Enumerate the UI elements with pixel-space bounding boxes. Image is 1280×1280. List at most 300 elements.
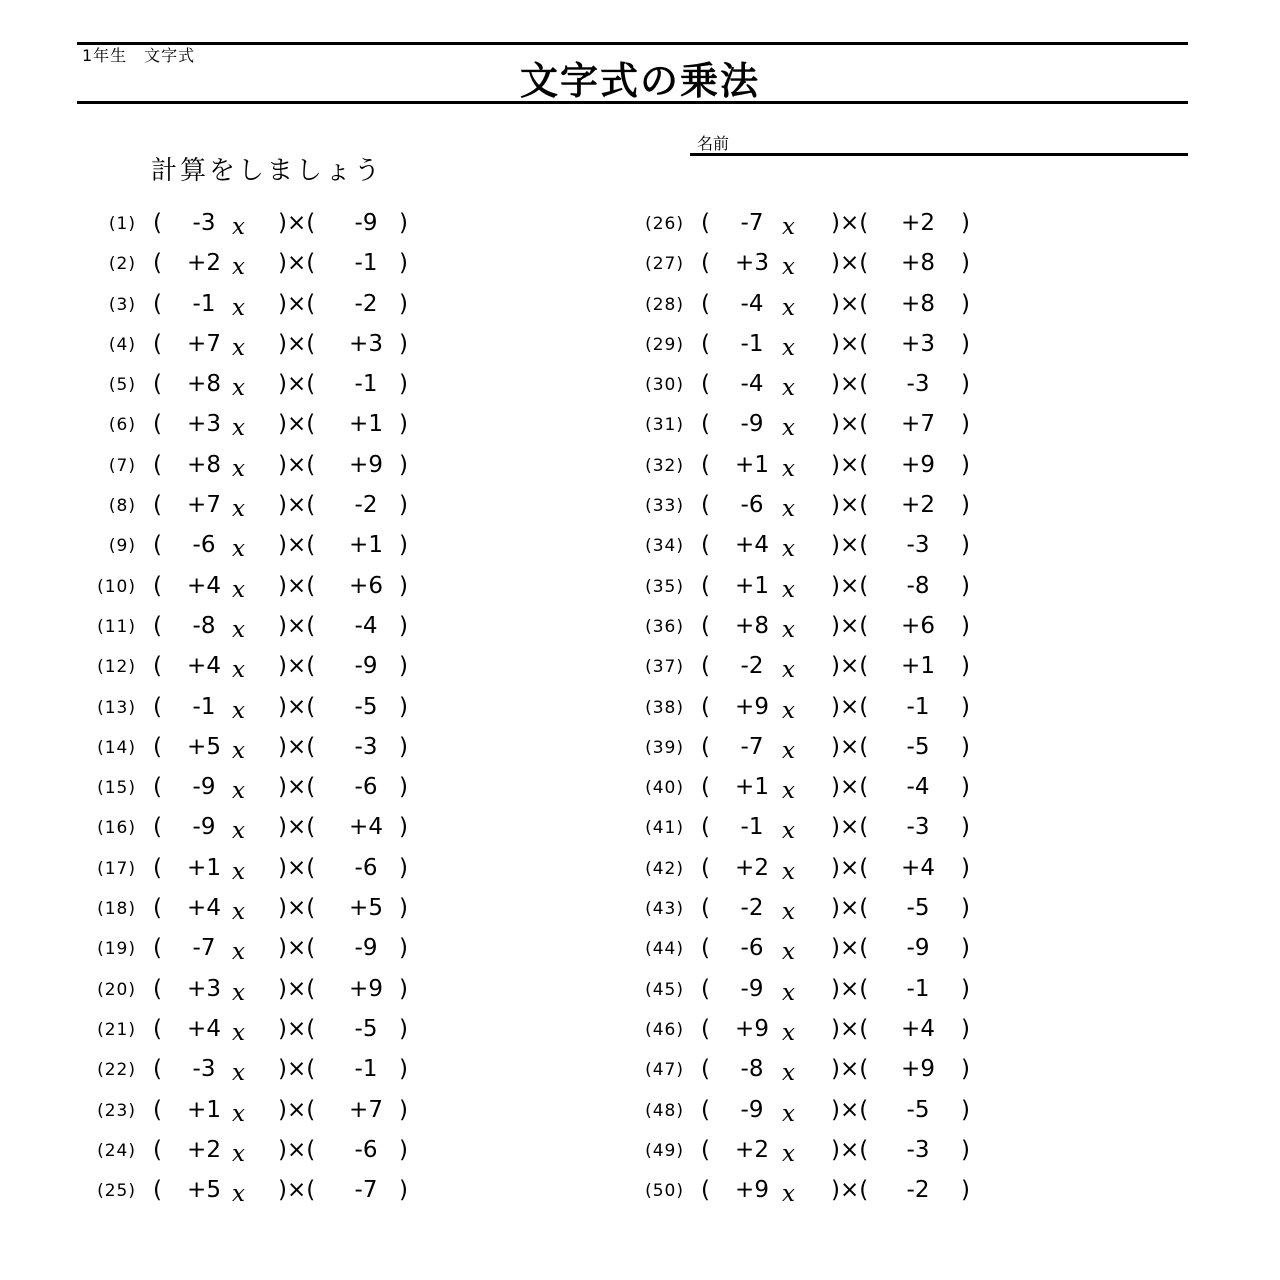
variable-x: x	[232, 1100, 245, 1127]
times-operator: )×(	[278, 1015, 316, 1042]
factor: +3	[349, 330, 383, 357]
open-paren: (	[153, 411, 162, 438]
problem-number: (5)	[108, 375, 136, 396]
open-paren: (	[153, 1096, 162, 1123]
times-operator: )×(	[278, 612, 316, 639]
factor: +6	[349, 572, 383, 599]
close-paren: )	[399, 895, 408, 922]
close-paren: )	[399, 210, 408, 236]
coefficient: +7	[187, 330, 221, 357]
factor: -6	[354, 854, 378, 881]
factor: -3	[906, 814, 930, 841]
close-paren: )	[961, 693, 970, 720]
problem-number: (22)	[97, 1060, 136, 1081]
open-paren: (	[153, 250, 162, 277]
close-paren: )	[961, 733, 970, 760]
coefficient: -2	[740, 895, 764, 922]
times-operator: )×(	[278, 451, 316, 478]
open-paren: (	[701, 895, 710, 922]
variable-x: x	[232, 576, 245, 603]
coefficient: +8	[187, 451, 221, 478]
problem-number: (19)	[97, 939, 136, 960]
variable-x: x	[782, 415, 795, 442]
open-paren: (	[153, 451, 162, 478]
times-operator: )×(	[278, 1136, 316, 1163]
close-paren: )	[399, 1096, 408, 1123]
problem-row	[548, 329, 1028, 369]
variable-x: x	[232, 939, 245, 966]
problem-column-left	[0, 208, 480, 1215]
times-operator: )×(	[278, 854, 316, 881]
problem-number: (44)	[645, 939, 684, 960]
times-operator: )×(	[278, 210, 316, 236]
times-operator: )×(	[831, 250, 869, 277]
problem-number: (39)	[645, 737, 684, 758]
close-paren: )	[961, 653, 970, 680]
variable-x: x	[232, 334, 245, 361]
close-paren: )	[399, 371, 408, 398]
close-paren: )	[961, 572, 970, 599]
problem-row	[548, 772, 1028, 812]
close-paren: )	[399, 653, 408, 680]
close-paren: )	[399, 1015, 408, 1042]
problem-number: (47)	[645, 1060, 684, 1081]
variable-x: x	[232, 496, 245, 523]
close-paren: )	[399, 612, 408, 639]
times-operator: )×(	[278, 814, 316, 841]
factor: +8	[901, 290, 935, 317]
coefficient: +2	[187, 1136, 221, 1163]
close-paren: )	[961, 210, 970, 236]
factor: -9	[354, 653, 378, 680]
variable-x: x	[782, 737, 795, 764]
open-paren: (	[153, 693, 162, 720]
variable-x: x	[782, 214, 795, 240]
coefficient: -9	[740, 1096, 764, 1123]
problem-row	[0, 772, 480, 812]
close-paren: )	[399, 975, 408, 1002]
times-operator: )×(	[831, 774, 869, 801]
problem-number: (36)	[645, 616, 684, 637]
title-rule	[77, 101, 1188, 104]
coefficient: +8	[187, 371, 221, 398]
times-operator: )×(	[278, 1177, 316, 1204]
factor: -1	[354, 371, 378, 398]
variable-x: x	[782, 778, 795, 805]
factor: -9	[906, 935, 930, 962]
factor: -6	[354, 774, 378, 801]
variable-x: x	[232, 778, 245, 805]
close-paren: )	[961, 451, 970, 478]
factor: +4	[349, 814, 383, 841]
coefficient: +2	[187, 250, 221, 277]
problem-number: (17)	[97, 858, 136, 879]
open-paren: (	[701, 210, 710, 236]
variable-x: x	[232, 415, 245, 442]
coefficient: +4	[735, 532, 769, 559]
problem-number: (49)	[645, 1140, 684, 1161]
times-operator: )×(	[831, 1015, 869, 1042]
variable-x: x	[232, 1060, 245, 1087]
coefficient: -3	[192, 1056, 216, 1083]
problem-number: (29)	[645, 334, 684, 355]
open-paren: (	[701, 693, 710, 720]
problem-row	[548, 369, 1028, 409]
open-paren: (	[701, 612, 710, 639]
variable-x: x	[232, 697, 245, 724]
factor: +2	[901, 210, 935, 236]
factor: +5	[349, 895, 383, 922]
coefficient: +4	[187, 653, 221, 680]
coefficient: +3	[187, 411, 221, 438]
factor: -4	[354, 612, 378, 639]
problem-row	[0, 812, 480, 852]
close-paren: )	[961, 612, 970, 639]
variable-x: x	[232, 536, 245, 563]
problem-row	[548, 409, 1028, 449]
factor: -5	[354, 693, 378, 720]
variable-x: x	[782, 576, 795, 603]
coefficient: +9	[735, 1015, 769, 1042]
coefficient: -6	[740, 935, 764, 962]
factor: +1	[349, 532, 383, 559]
close-paren: )	[961, 935, 970, 962]
problem-number: (7)	[108, 455, 136, 476]
problem-row	[0, 974, 480, 1014]
factor: +1	[349, 411, 383, 438]
open-paren: (	[153, 1015, 162, 1042]
factor: -1	[354, 250, 378, 277]
times-operator: )×(	[831, 290, 869, 317]
factor: +8	[901, 250, 935, 277]
coefficient: -1	[192, 290, 216, 317]
factor: +2	[901, 492, 935, 519]
problem-number: (24)	[97, 1140, 136, 1161]
problem-number: (1)	[108, 214, 136, 234]
open-paren: (	[153, 1136, 162, 1163]
variable-x: x	[232, 254, 245, 281]
problem-row	[0, 409, 480, 449]
factor: -1	[906, 975, 930, 1002]
coefficient: +2	[735, 854, 769, 881]
variable-x: x	[782, 254, 795, 281]
problem-row	[548, 974, 1028, 1014]
variable-x: x	[782, 1100, 795, 1127]
problem-row	[0, 1135, 480, 1175]
close-paren: )	[961, 814, 970, 841]
open-paren: (	[701, 290, 710, 317]
open-paren: (	[701, 572, 710, 599]
open-paren: (	[701, 975, 710, 1002]
coefficient: -4	[740, 371, 764, 398]
factor: -5	[906, 733, 930, 760]
open-paren: (	[153, 210, 162, 236]
problem-row	[548, 933, 1028, 973]
coefficient: +4	[187, 895, 221, 922]
problem-row	[0, 248, 480, 288]
variable-x: x	[782, 1060, 795, 1087]
open-paren: (	[153, 733, 162, 760]
problem-row	[548, 812, 1028, 852]
problem-row	[0, 651, 480, 691]
close-paren: )	[399, 733, 408, 760]
times-operator: )×(	[278, 250, 316, 277]
times-operator: )×(	[831, 1056, 869, 1083]
open-paren: (	[153, 371, 162, 398]
coefficient: +3	[187, 975, 221, 1002]
times-operator: )×(	[278, 411, 316, 438]
problem-row	[548, 1054, 1028, 1094]
problem-row	[548, 611, 1028, 651]
coefficient: +1	[735, 572, 769, 599]
times-operator: )×(	[831, 371, 869, 398]
open-paren: (	[701, 653, 710, 680]
problem-row	[548, 208, 1028, 248]
problem-number: (20)	[97, 979, 136, 1000]
problem-row	[548, 1135, 1028, 1175]
problem-row	[0, 732, 480, 772]
name-label: 名前	[697, 134, 730, 153]
times-operator: )×(	[831, 572, 869, 599]
problem-number: (15)	[97, 778, 136, 799]
factor: +9	[349, 975, 383, 1002]
coefficient: -8	[192, 612, 216, 639]
problem-row	[0, 893, 480, 933]
close-paren: )	[961, 492, 970, 519]
close-paren: )	[961, 290, 970, 317]
coefficient: -9	[192, 774, 216, 801]
problem-row	[548, 530, 1028, 570]
times-operator: )×(	[831, 492, 869, 519]
coefficient: -1	[192, 693, 216, 720]
variable-x: x	[782, 1140, 795, 1167]
problem-number: (50)	[645, 1181, 684, 1202]
times-operator: )×(	[278, 733, 316, 760]
problem-number: (30)	[645, 375, 684, 396]
close-paren: )	[961, 774, 970, 801]
problem-column-right	[548, 208, 1028, 1215]
problem-row	[548, 571, 1028, 611]
problem-number: (2)	[108, 254, 136, 275]
factor: -9	[354, 210, 378, 236]
times-operator: )×(	[831, 210, 869, 236]
variable-x: x	[232, 1019, 245, 1046]
coefficient: +3	[735, 250, 769, 277]
variable-x: x	[782, 899, 795, 926]
times-operator: )×(	[278, 653, 316, 680]
open-paren: (	[701, 774, 710, 801]
coefficient: +4	[187, 1015, 221, 1042]
factor: +7	[349, 1096, 383, 1123]
open-paren: (	[701, 814, 710, 841]
times-operator: )×(	[278, 330, 316, 357]
times-operator: )×(	[831, 854, 869, 881]
close-paren: )	[399, 814, 408, 841]
variable-x: x	[782, 858, 795, 885]
open-paren: (	[701, 1177, 710, 1204]
factor: -9	[354, 935, 378, 962]
variable-x: x	[782, 334, 795, 361]
open-paren: (	[701, 1056, 710, 1083]
coefficient: +1	[187, 1096, 221, 1123]
times-operator: )×(	[831, 532, 869, 559]
open-paren: (	[701, 371, 710, 398]
factor: +6	[901, 612, 935, 639]
coefficient: +7	[187, 492, 221, 519]
open-paren: (	[701, 250, 710, 277]
problem-row	[0, 853, 480, 893]
factor: +3	[901, 330, 935, 357]
problem-row	[0, 329, 480, 369]
coefficient: -7	[740, 210, 764, 236]
close-paren: )	[399, 1056, 408, 1083]
factor: -4	[906, 774, 930, 801]
close-paren: )	[961, 330, 970, 357]
problem-number: (25)	[97, 1181, 136, 1202]
problem-number: (45)	[645, 979, 684, 1000]
open-paren: (	[153, 854, 162, 881]
problem-number: (11)	[97, 616, 136, 637]
problem-row	[0, 450, 480, 490]
coefficient: -4	[740, 290, 764, 317]
times-operator: )×(	[831, 693, 869, 720]
open-paren: (	[153, 1056, 162, 1083]
problem-number: (26)	[645, 214, 684, 234]
close-paren: )	[961, 975, 970, 1002]
close-paren: )	[961, 411, 970, 438]
variable-x: x	[232, 899, 245, 926]
times-operator: )×(	[278, 935, 316, 962]
variable-x: x	[782, 657, 795, 684]
close-paren: )	[399, 1177, 408, 1204]
problem-row	[0, 289, 480, 329]
close-paren: )	[961, 371, 970, 398]
close-paren: )	[399, 532, 408, 559]
coefficient: +9	[735, 693, 769, 720]
problem-row	[0, 490, 480, 530]
close-paren: )	[961, 1177, 970, 1204]
problem-row	[548, 732, 1028, 772]
times-operator: )×(	[278, 572, 316, 599]
close-paren: )	[961, 532, 970, 559]
variable-x: x	[232, 616, 245, 643]
open-paren: (	[153, 814, 162, 841]
variable-x: x	[232, 455, 245, 482]
coefficient: -1	[740, 330, 764, 357]
problem-number: (14)	[97, 737, 136, 758]
factor: +9	[901, 451, 935, 478]
problem-number: (32)	[645, 455, 684, 476]
close-paren: )	[399, 492, 408, 519]
factor: +4	[901, 1015, 935, 1042]
problem-number: (21)	[97, 1019, 136, 1040]
problem-number: (41)	[645, 818, 684, 839]
close-paren: )	[961, 250, 970, 277]
close-paren: )	[961, 1096, 970, 1123]
close-paren: )	[399, 854, 408, 881]
times-operator: )×(	[831, 330, 869, 357]
problem-number: (27)	[645, 254, 684, 275]
problem-number: (13)	[97, 697, 136, 718]
top-rule	[77, 42, 1188, 45]
variable-x: x	[232, 214, 245, 240]
times-operator: )×(	[278, 532, 316, 559]
coefficient: -9	[740, 411, 764, 438]
close-paren: )	[399, 935, 408, 962]
times-operator: )×(	[831, 1096, 869, 1123]
factor: -5	[906, 1096, 930, 1123]
problem-row	[548, 692, 1028, 732]
problem-number: (42)	[645, 858, 684, 879]
coefficient: +8	[735, 612, 769, 639]
coefficient: -9	[740, 975, 764, 1002]
problem-row	[0, 1095, 480, 1135]
times-operator: )×(	[278, 1056, 316, 1083]
close-paren: )	[399, 1136, 408, 1163]
problem-row	[0, 611, 480, 651]
problem-number: (12)	[97, 657, 136, 678]
problem-number: (6)	[108, 415, 136, 436]
variable-x: x	[782, 496, 795, 523]
instruction-text: 計算をしましょう	[151, 156, 384, 186]
factor: -2	[354, 492, 378, 519]
variable-x: x	[232, 657, 245, 684]
open-paren: (	[701, 532, 710, 559]
open-paren: (	[153, 975, 162, 1002]
times-operator: )×(	[831, 895, 869, 922]
problem-row	[0, 208, 480, 248]
close-paren: )	[961, 1136, 970, 1163]
problem-row	[0, 933, 480, 973]
problem-row	[548, 1175, 1028, 1215]
open-paren: (	[701, 935, 710, 962]
factor: -3	[906, 371, 930, 398]
times-operator: )×(	[831, 1136, 869, 1163]
name-field-line[interactable]	[690, 153, 1188, 156]
problem-row	[548, 450, 1028, 490]
factor: -5	[354, 1015, 378, 1042]
times-operator: )×(	[278, 371, 316, 398]
close-paren: )	[399, 774, 408, 801]
coefficient: +4	[187, 572, 221, 599]
close-paren: )	[961, 1015, 970, 1042]
problem-number: (9)	[108, 536, 136, 557]
problem-number: (3)	[108, 294, 136, 315]
open-paren: (	[153, 492, 162, 519]
open-paren: (	[153, 1177, 162, 1204]
problem-number: (34)	[645, 536, 684, 557]
problem-row	[548, 289, 1028, 329]
problem-row	[0, 530, 480, 570]
variable-x: x	[782, 697, 795, 724]
open-paren: (	[153, 935, 162, 962]
close-paren: )	[399, 250, 408, 277]
coefficient: +1	[735, 451, 769, 478]
times-operator: )×(	[831, 612, 869, 639]
factor: +1	[901, 653, 935, 680]
coefficient: -1	[740, 814, 764, 841]
page-title: 文字式の乗法	[519, 59, 760, 103]
problem-row	[548, 1014, 1028, 1054]
times-operator: )×(	[831, 975, 869, 1002]
coefficient: +5	[187, 1177, 221, 1204]
times-operator: )×(	[278, 1096, 316, 1123]
problem-number: (28)	[645, 294, 684, 315]
open-paren: (	[153, 774, 162, 801]
problem-number: (16)	[97, 818, 136, 839]
problem-row	[0, 571, 480, 611]
open-paren: (	[153, 532, 162, 559]
